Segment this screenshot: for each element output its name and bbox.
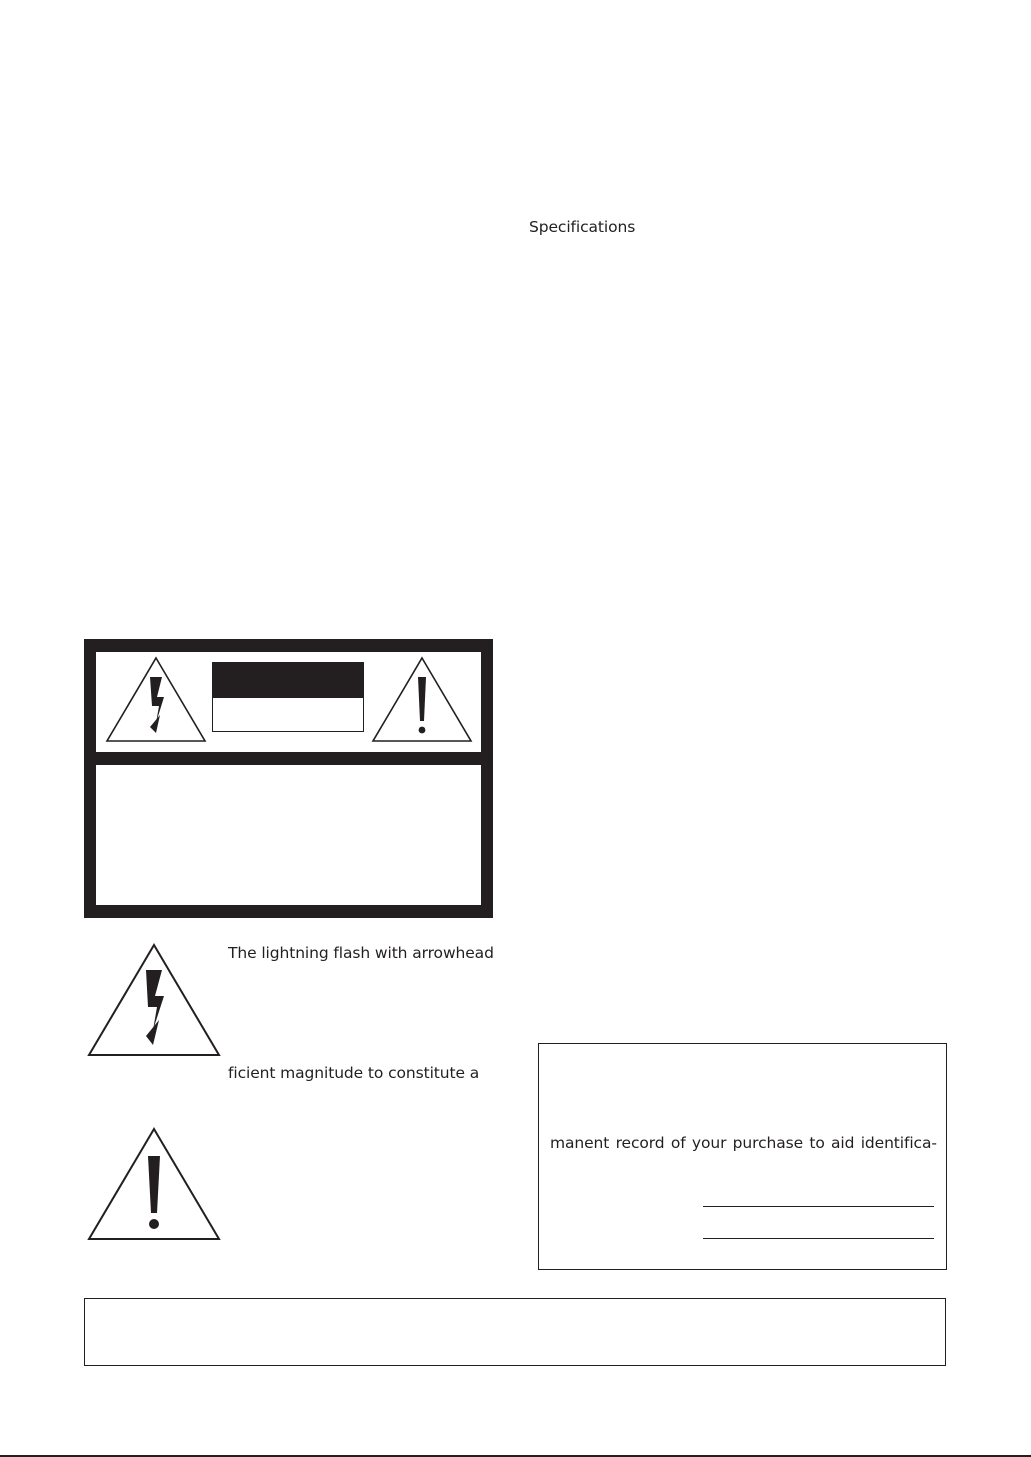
specifications-heading: Specifications	[529, 218, 636, 236]
caution-lightning-triangle-icon	[104, 655, 208, 743]
caution-box-bottom-panel	[96, 765, 481, 905]
caution-label-box	[212, 662, 364, 732]
owner-record-box	[538, 1043, 947, 1270]
lightning-warning-icon	[86, 942, 222, 1058]
caution-label-header	[213, 663, 363, 698]
owner-record-text: manent record of your purchase to aid identifica-	[550, 1134, 937, 1152]
exclamation-warning-icon	[86, 1126, 222, 1242]
lightning-explanation-line-2: ficient magnitude to constitute a	[228, 1064, 480, 1082]
model-number-line	[703, 1206, 934, 1207]
notice-box	[84, 1298, 946, 1366]
lightning-explanation-line-1: The lightning flash with arrowhead	[228, 944, 494, 962]
caution-exclamation-triangle-icon	[370, 655, 474, 743]
serial-number-line	[703, 1238, 934, 1239]
